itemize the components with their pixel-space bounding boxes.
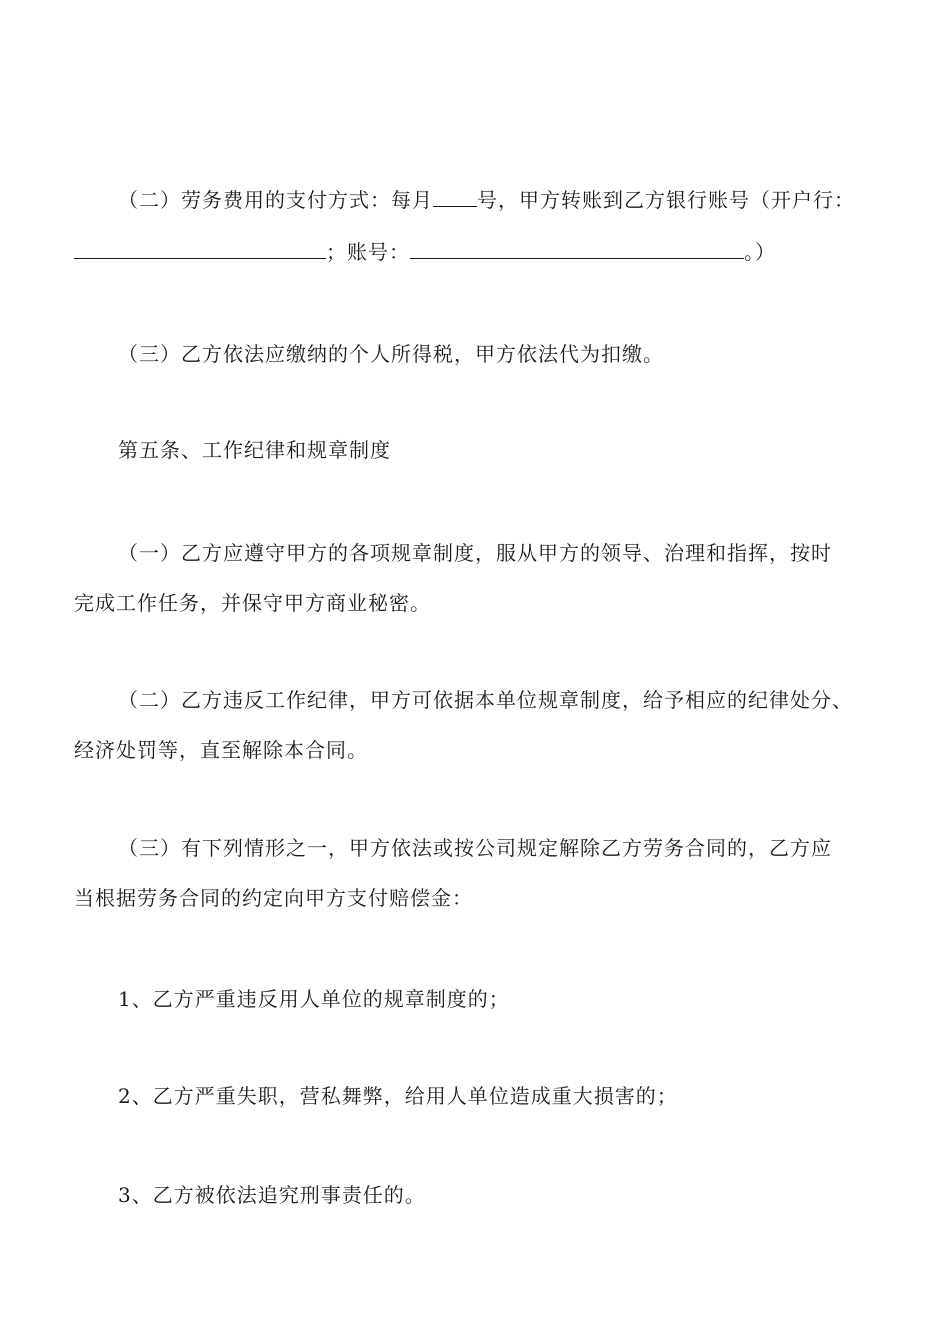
bank-name-blank [74, 240, 326, 259]
rule2-line2: 经济处罚等，直至解除本合同。 [74, 738, 368, 762]
payment-text-b: 号，甲方转账到乙方银行账号（开户行： [477, 188, 855, 212]
rule3-line2: 当根据劳务合同的约定向甲方支付赔偿金： [74, 886, 473, 910]
day-blank [433, 188, 477, 207]
payment-text-c: ；账号： [326, 240, 410, 264]
list-item-1: 1、乙方严重违反用人单位的规章制度的； [118, 987, 510, 1011]
payment-text-a: （二）劳务费用的支付方式：每月 [118, 188, 433, 212]
account-number-blank [410, 240, 744, 259]
list-item-3: 3、乙方被依法追究刑事责任的。 [118, 1183, 426, 1207]
payment-paragraph-line2 [74, 238, 776, 266]
rule1-line2: 完成工作任务，并保守甲方商业秘密。 [74, 591, 431, 615]
rule3-line1: （三）有下列情形之一，甲方依法或按公司规定解除乙方劳务合同的，乙方应 [118, 836, 832, 860]
article5-heading: 第五条、工作纪律和规章制度 [118, 438, 391, 462]
list-item-2: 2、乙方严重失职，营私舞弊，给用人单位造成重大损害的； [118, 1084, 678, 1108]
tax-paragraph: （三）乙方依法应缴纳的个人所得税，甲方依法代为扣缴。 [118, 342, 664, 366]
payment-paragraph-line1 [118, 186, 855, 214]
rule1-line1: （一）乙方应遵守甲方的各项规章制度，服从甲方的领导、治理和指挥，按时 [118, 541, 832, 565]
rule2-line1: （二）乙方违反工作纪律，甲方可依据本单位规章制度，给予相应的纪律处分、 [118, 688, 853, 712]
payment-text-d: 。） [744, 240, 776, 264]
